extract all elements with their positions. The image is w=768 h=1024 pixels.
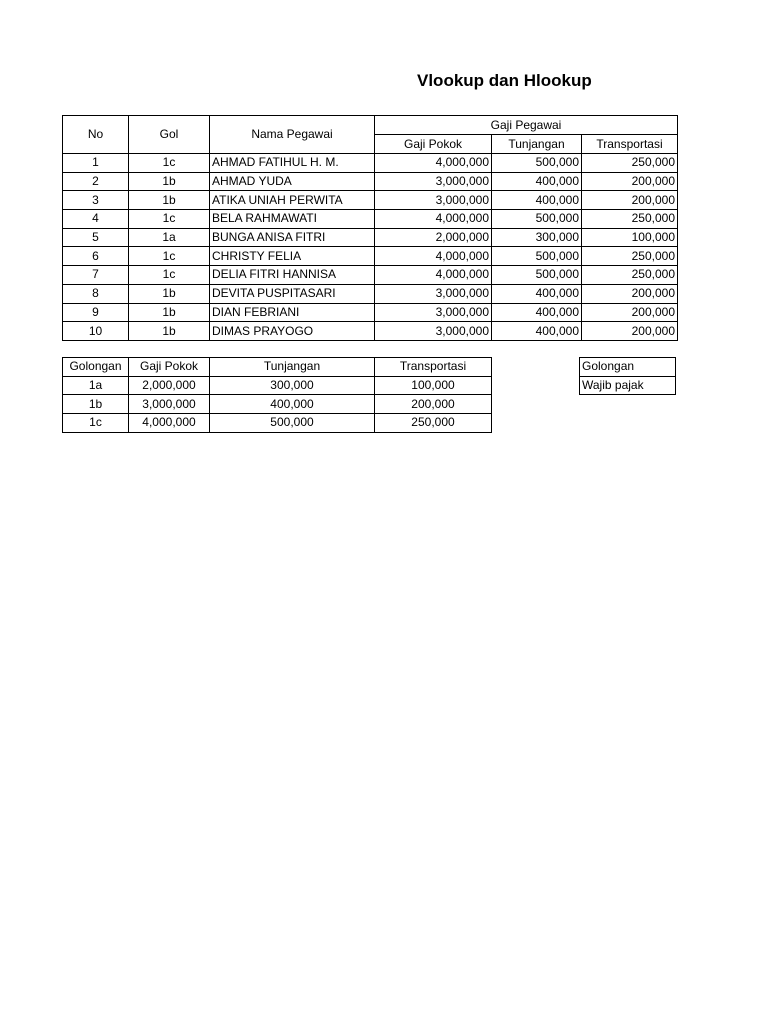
cell-gol[interactable]: 1b [129, 172, 210, 191]
cell-nama[interactable]: CHRISTY FELIA [210, 247, 375, 266]
cell-nama[interactable]: DELIA FITRI HANNISA [210, 266, 375, 285]
cell-gaji-pokok[interactable]: 4,000,000 [375, 266, 492, 285]
sheet-title: Vlookup dan Hlookup [417, 71, 592, 90]
employee-salary-table [62, 115, 678, 341]
table-row [63, 322, 678, 341]
cell-transportasi[interactable]: 200,000 [582, 284, 678, 303]
cell-gol[interactable]: 1b [129, 303, 210, 322]
table-row [63, 191, 678, 210]
cell-transportasi[interactable]: 250,000 [582, 154, 678, 173]
table-row [63, 266, 678, 285]
cell-gaji-pokok[interactable]: 3,000,000 [375, 322, 492, 341]
cell-tunjangan[interactable]: 500,000 [492, 154, 582, 173]
cell-no[interactable]: 4 [63, 210, 129, 229]
header-no[interactable]: No [63, 116, 129, 154]
table-row [63, 154, 678, 173]
ref-header-transportasi[interactable]: Transportasi [375, 358, 492, 377]
cell-gaji-pokok[interactable]: 3,000,000 [375, 303, 492, 322]
cell-transportasi[interactable]: 200,000 [582, 172, 678, 191]
table-row [580, 358, 676, 377]
ref-cell-transportasi[interactable]: 100,000 [375, 376, 492, 395]
cell-nama[interactable]: DEVITA PUSPITASARI [210, 284, 375, 303]
cell-nama[interactable]: DIAN FEBRIANI [210, 303, 375, 322]
cell-nama[interactable]: AHMAD YUDA [210, 172, 375, 191]
cell-gaji-pokok[interactable]: 3,000,000 [375, 172, 492, 191]
cell-gol[interactable]: 1b [129, 191, 210, 210]
table-row [63, 247, 678, 266]
cell-nama[interactable]: DIMAS PRAYOGO [210, 322, 375, 341]
cell-nama[interactable]: BUNGA ANISA FITRI [210, 228, 375, 247]
cell-gaji-pokok[interactable]: 4,000,000 [375, 210, 492, 229]
cell-gol[interactable]: 1b [129, 284, 210, 303]
cell-gol[interactable]: 1b [129, 322, 210, 341]
golongan-lookup-table [579, 357, 676, 395]
cell-gaji-pokok[interactable]: 3,000,000 [375, 284, 492, 303]
cell-tunjangan[interactable]: 400,000 [492, 284, 582, 303]
ref-cell-tunjangan[interactable]: 300,000 [210, 376, 375, 395]
cell-tunjangan[interactable]: 400,000 [492, 191, 582, 210]
table-row [63, 228, 678, 247]
cell-tunjangan[interactable]: 300,000 [492, 228, 582, 247]
ref-cell-tunjangan[interactable]: 400,000 [210, 395, 375, 414]
ref-cell-gaji-pokok[interactable]: 2,000,000 [129, 376, 210, 395]
cell-tunjangan[interactable]: 500,000 [492, 210, 582, 229]
cell-no[interactable]: 1 [63, 154, 129, 173]
cell-nama[interactable]: AHMAD FATIHUL H. M. [210, 154, 375, 173]
cell-tunjangan[interactable]: 500,000 [492, 247, 582, 266]
ref-cell-golongan[interactable]: 1a [63, 376, 129, 395]
cell-nama[interactable]: BELA RAHMAWATI [210, 210, 375, 229]
table-row [63, 414, 492, 433]
table-row [63, 303, 678, 322]
ref-cell-transportasi[interactable]: 200,000 [375, 395, 492, 414]
ref-cell-golongan[interactable]: 1b [63, 395, 129, 414]
cell-no[interactable]: 5 [63, 228, 129, 247]
header-gol[interactable]: Gol [129, 116, 210, 154]
cell-gaji-pokok[interactable]: 4,000,000 [375, 154, 492, 173]
cell-tunjangan[interactable]: 400,000 [492, 322, 582, 341]
cell-tunjangan[interactable]: 400,000 [492, 172, 582, 191]
table-row [63, 376, 492, 395]
cell-gol[interactable]: 1a [129, 228, 210, 247]
ref-header-gaji-pokok[interactable]: Gaji Pokok [129, 358, 210, 377]
cell-no[interactable]: 10 [63, 322, 129, 341]
cell-gol[interactable]: 1c [129, 154, 210, 173]
cell-no[interactable]: 9 [63, 303, 129, 322]
header-gaji-pokok[interactable]: Gaji Pokok [375, 135, 492, 154]
cell-tunjangan[interactable]: 500,000 [492, 266, 582, 285]
ref-cell-tunjangan[interactable]: 500,000 [210, 414, 375, 433]
cell-transportasi[interactable]: 250,000 [582, 266, 678, 285]
cell-transportasi[interactable]: 200,000 [582, 191, 678, 210]
cell-no[interactable]: 2 [63, 172, 129, 191]
ref-header-golongan[interactable]: Golongan [63, 358, 129, 377]
table-row [63, 284, 678, 303]
ref-cell-gaji-pokok[interactable]: 4,000,000 [129, 414, 210, 433]
cell-gaji-pokok[interactable]: 4,000,000 [375, 247, 492, 266]
cell-nama[interactable]: ATIKA UNIAH PERWITA [210, 191, 375, 210]
cell-gol[interactable]: 1c [129, 210, 210, 229]
side-cell-wajib-pajak[interactable]: Wajib pajak [580, 376, 676, 395]
cell-transportasi[interactable]: 200,000 [582, 303, 678, 322]
ref-cell-gaji-pokok[interactable]: 3,000,000 [129, 395, 210, 414]
table-row [63, 172, 678, 191]
cell-gol[interactable]: 1c [129, 247, 210, 266]
cell-gol[interactable]: 1c [129, 266, 210, 285]
table-row [580, 376, 676, 395]
header-nama-pegawai[interactable]: Nama Pegawai [210, 116, 375, 154]
ref-header-row [63, 358, 492, 377]
cell-transportasi[interactable]: 250,000 [582, 247, 678, 266]
cell-transportasi[interactable]: 250,000 [582, 210, 678, 229]
table-header-row [63, 116, 678, 135]
cell-no[interactable]: 3 [63, 191, 129, 210]
header-transportasi[interactable]: Transportasi [582, 135, 678, 154]
cell-no[interactable]: 8 [63, 284, 129, 303]
header-gaji-pegawai[interactable]: Gaji Pegawai [375, 116, 678, 135]
ref-cell-transportasi[interactable]: 250,000 [375, 414, 492, 433]
cell-gaji-pokok[interactable]: 3,000,000 [375, 191, 492, 210]
table-row [63, 210, 678, 229]
cell-no[interactable]: 6 [63, 247, 129, 266]
cell-no[interactable]: 7 [63, 266, 129, 285]
cell-tunjangan[interactable]: 400,000 [492, 303, 582, 322]
ref-cell-golongan[interactable]: 1c [63, 414, 129, 433]
table-row [63, 395, 492, 414]
header-tunjangan[interactable]: Tunjangan [492, 135, 582, 154]
ref-header-tunjangan[interactable]: Tunjangan [210, 358, 375, 377]
side-cell-golongan[interactable]: Golongan [580, 358, 676, 377]
cell-gaji-pokok[interactable]: 2,000,000 [375, 228, 492, 247]
golongan-reference-table [62, 357, 492, 433]
cell-transportasi[interactable]: 200,000 [582, 322, 678, 341]
cell-transportasi[interactable]: 100,000 [582, 228, 678, 247]
